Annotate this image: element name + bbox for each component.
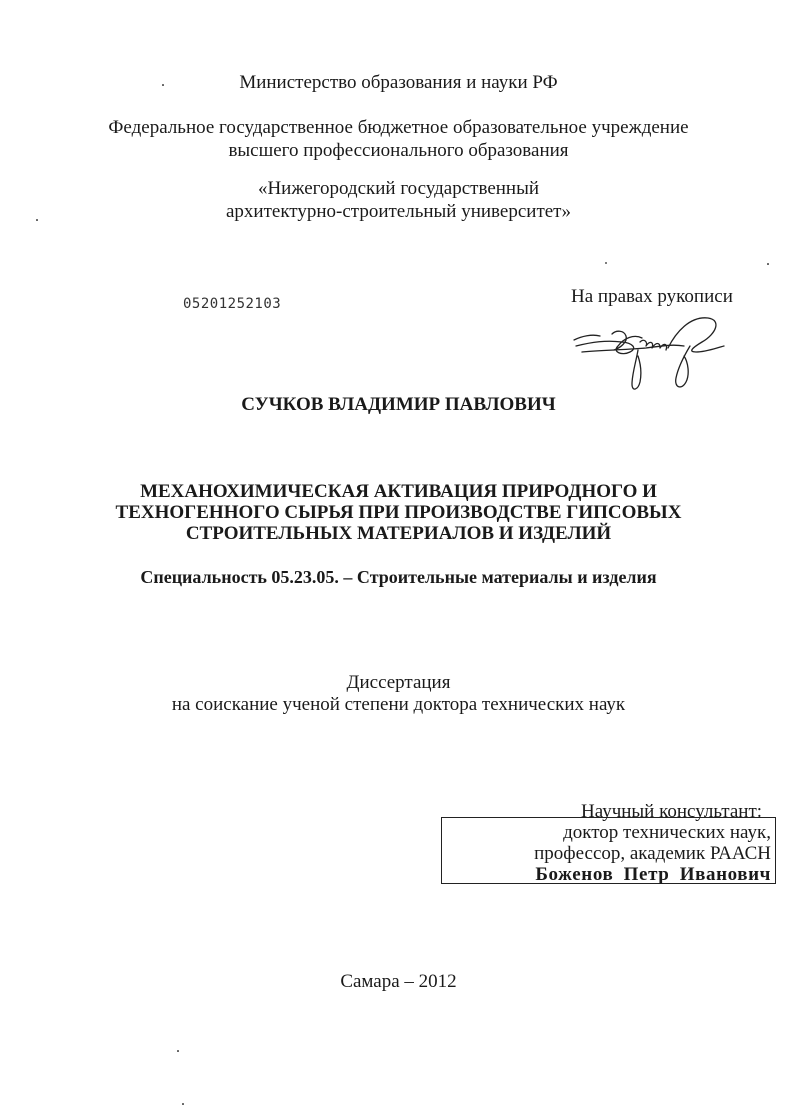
- consultant-degree: доктор технических наук,: [563, 822, 771, 843]
- dissertation-title-line-2: ТЕХНОГЕННОГО СЫРЬЯ ПРИ ПРОИЗВОДСТВЕ ГИПСОВЫХ: [115, 502, 682, 523]
- scan-speck: [605, 262, 607, 264]
- scan-speck: [177, 1050, 179, 1052]
- degree-description: на соискание ученой степени доктора технических наук: [171, 694, 626, 715]
- place-and-year: Самара – 2012: [340, 971, 457, 992]
- ministry-name: Министерство образования и науки РФ: [239, 72, 558, 93]
- consultant-label: Научный консультант:: [581, 801, 763, 822]
- institution-line-2: высшего профессионального образования: [228, 140, 569, 161]
- scan-speck: [36, 219, 38, 221]
- handwritten-signature-icon: [572, 312, 732, 394]
- institution-line-1: Федеральное государственное бюджетное образовательное учреждение: [108, 117, 689, 138]
- consultant-position: профессор, академик РААСН: [534, 843, 771, 864]
- consultant-name: Боженов Петр Иванович: [535, 864, 771, 885]
- dissertation-label: Диссертация: [346, 672, 451, 693]
- registration-code: 05201252103: [183, 296, 282, 312]
- dissertation-title-line-3: СТРОИТЕЛЬНЫХ МАТЕРИАЛОВ И ИЗДЕЛИЙ: [185, 523, 612, 544]
- university-line-2: архитектурно-строительный университет»: [225, 201, 571, 222]
- scan-speck: [767, 263, 769, 265]
- scan-speck: [162, 84, 164, 86]
- author-name: СУЧКОВ ВЛАДИМИР ПАВЛОВИЧ: [241, 394, 556, 415]
- manuscript-rights-note: На правах рукописи: [571, 286, 733, 307]
- specialty: Специальность 05.23.05. – Строительные материалы и изделия: [140, 567, 657, 587]
- dissertation-title-line-1: МЕХАНОХИМИЧЕСКАЯ АКТИВАЦИЯ ПРИРОДНОГО И: [140, 481, 657, 502]
- university-line-1: «Нижегородский государственный: [257, 178, 540, 199]
- scan-speck: [182, 1103, 184, 1105]
